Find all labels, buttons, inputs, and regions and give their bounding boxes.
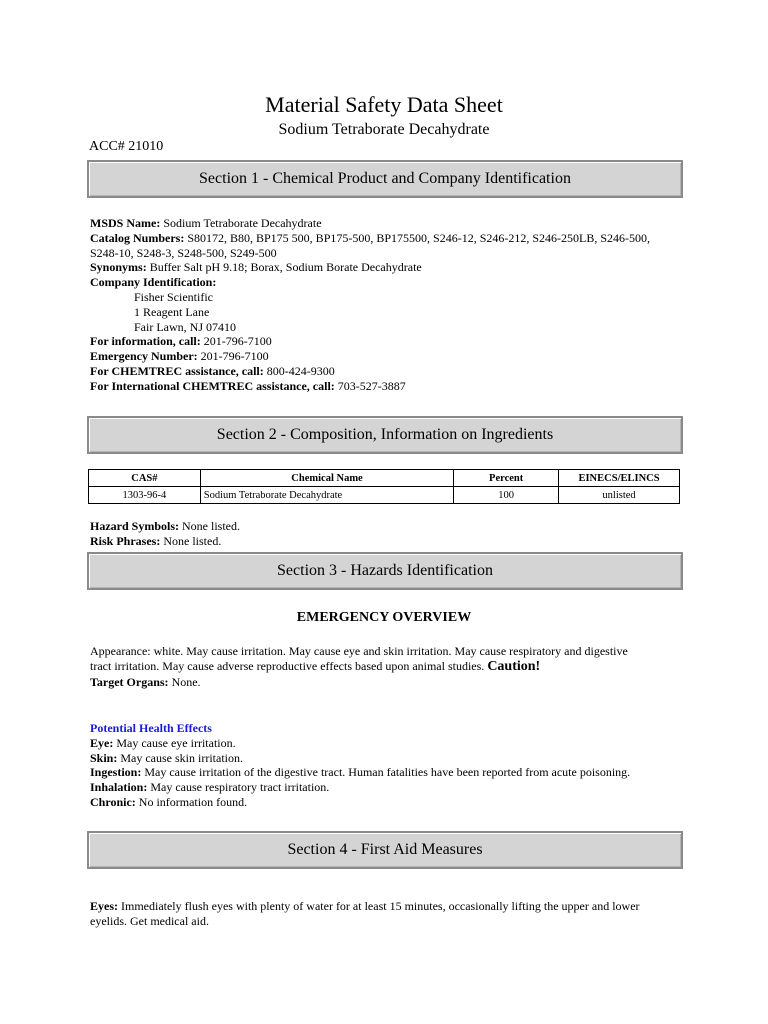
company-name: Fisher Scientific — [134, 289, 213, 304]
ingredients-table — [88, 469, 680, 504]
column-header: Chemical Name — [200, 470, 453, 487]
column-header: CAS# — [89, 470, 201, 487]
health-effects-body — [90, 721, 690, 810]
acc-number: ACC# 21010 — [89, 139, 164, 154]
section-4-heading: Section 4 - First Aid Measures — [87, 831, 683, 869]
table-cell-cas: 1303-96-4 — [89, 487, 201, 504]
company-label: Company Identification: — [90, 275, 217, 290]
overview-body — [90, 644, 690, 689]
column-header: Percent — [454, 470, 559, 487]
skin-line: Skin: May cause skin irritation. — [90, 750, 243, 765]
inhalation-line: Inhalation: May cause respiratory tract irritation. — [90, 780, 330, 795]
column-header: EINECS/ELINCS — [559, 470, 680, 487]
section-2-notes — [90, 519, 240, 549]
eyes-first-aid-line-2: eyelids. Get medical aid. — [90, 913, 209, 928]
ingestion-line: Ingestion: May cause irritation of the digestive tract. Human fatalities have been reported from acute poisoning. — [90, 765, 631, 780]
info-line: For information, call: 201-796-7100 — [90, 334, 272, 349]
eyes-first-aid-line: Eyes: Immediately flush eyes with plenty of water for at least 15 minutes, occasionally lifting the upper and lower — [90, 899, 640, 913]
hazard-symbols-line: Hazard Symbols: None listed. — [90, 519, 241, 533]
table-row — [89, 487, 680, 504]
appearance-line-2: tract irritation. May cause adverse reproductive effects based upon animal studies. Caution! — [90, 658, 541, 674]
section-4-body — [90, 899, 690, 929]
table-cell-name: Sodium Tetraborate Decahydrate — [200, 487, 453, 504]
section-1-body — [90, 216, 690, 394]
target-organs-line: Target Organs: None. — [90, 674, 201, 689]
section-3-heading: Section 3 - Hazards Identification — [87, 552, 683, 590]
company-street: 1 Reagent Lane — [134, 304, 210, 319]
section-2-heading: Section 2 - Composition, Information on Ingredients — [87, 416, 683, 454]
potential-health-effects-title: Potential Health Effects — [90, 721, 212, 735]
catalog-line-2: S248-10, S248-3, S248-500, S249-500 — [90, 245, 277, 260]
page-subtitle: Sodium Tetraborate Decahydrate — [278, 121, 490, 138]
table-header-row — [89, 470, 680, 487]
intl-chemtrec-line: For International CHEMTREC assistance, call: 703-527-3887 — [90, 378, 406, 393]
emergency-overview-title: EMERGENCY OVERVIEW — [296, 610, 472, 625]
caution-label: Caution! — [487, 658, 541, 674]
synonyms-line: Synonyms: Buffer Salt pH 9.18; Borax, Sodium Borate Decahydrate — [90, 260, 422, 275]
risk-phrases-line: Risk Phrases: None listed. — [90, 533, 222, 548]
page-title: Material Safety Data Sheet — [265, 92, 503, 117]
emergency-line: Emergency Number: 201-796-7100 — [90, 349, 269, 364]
chemtrec-line: For CHEMTREC assistance, call: 800-424-9300 — [90, 363, 335, 378]
table-cell-einecs: unlisted — [559, 487, 680, 504]
company-city: Fair Lawn, NJ 07410 — [134, 319, 236, 334]
section-1-heading: Section 1 - Chemical Product and Company Identification — [87, 160, 683, 198]
chronic-line: Chronic: No information found. — [90, 794, 248, 809]
catalog-line: Catalog Numbers: S80172, B80, BP175 500, BP175-500, BP175500, S246-12, S246-212, S246-250LB, S246-500, — [90, 230, 651, 245]
table-cell-percent: 100 — [454, 487, 559, 504]
eye-line: Eye: May cause eye irritation. — [90, 735, 236, 750]
msds-name-line: MSDS Name: Sodium Tetraborate Decahydrate — [90, 216, 322, 230]
appearance-line: Appearance: white. May cause irritation. May cause eye and skin irritation. May cause respiratory and digestive — [90, 644, 628, 658]
